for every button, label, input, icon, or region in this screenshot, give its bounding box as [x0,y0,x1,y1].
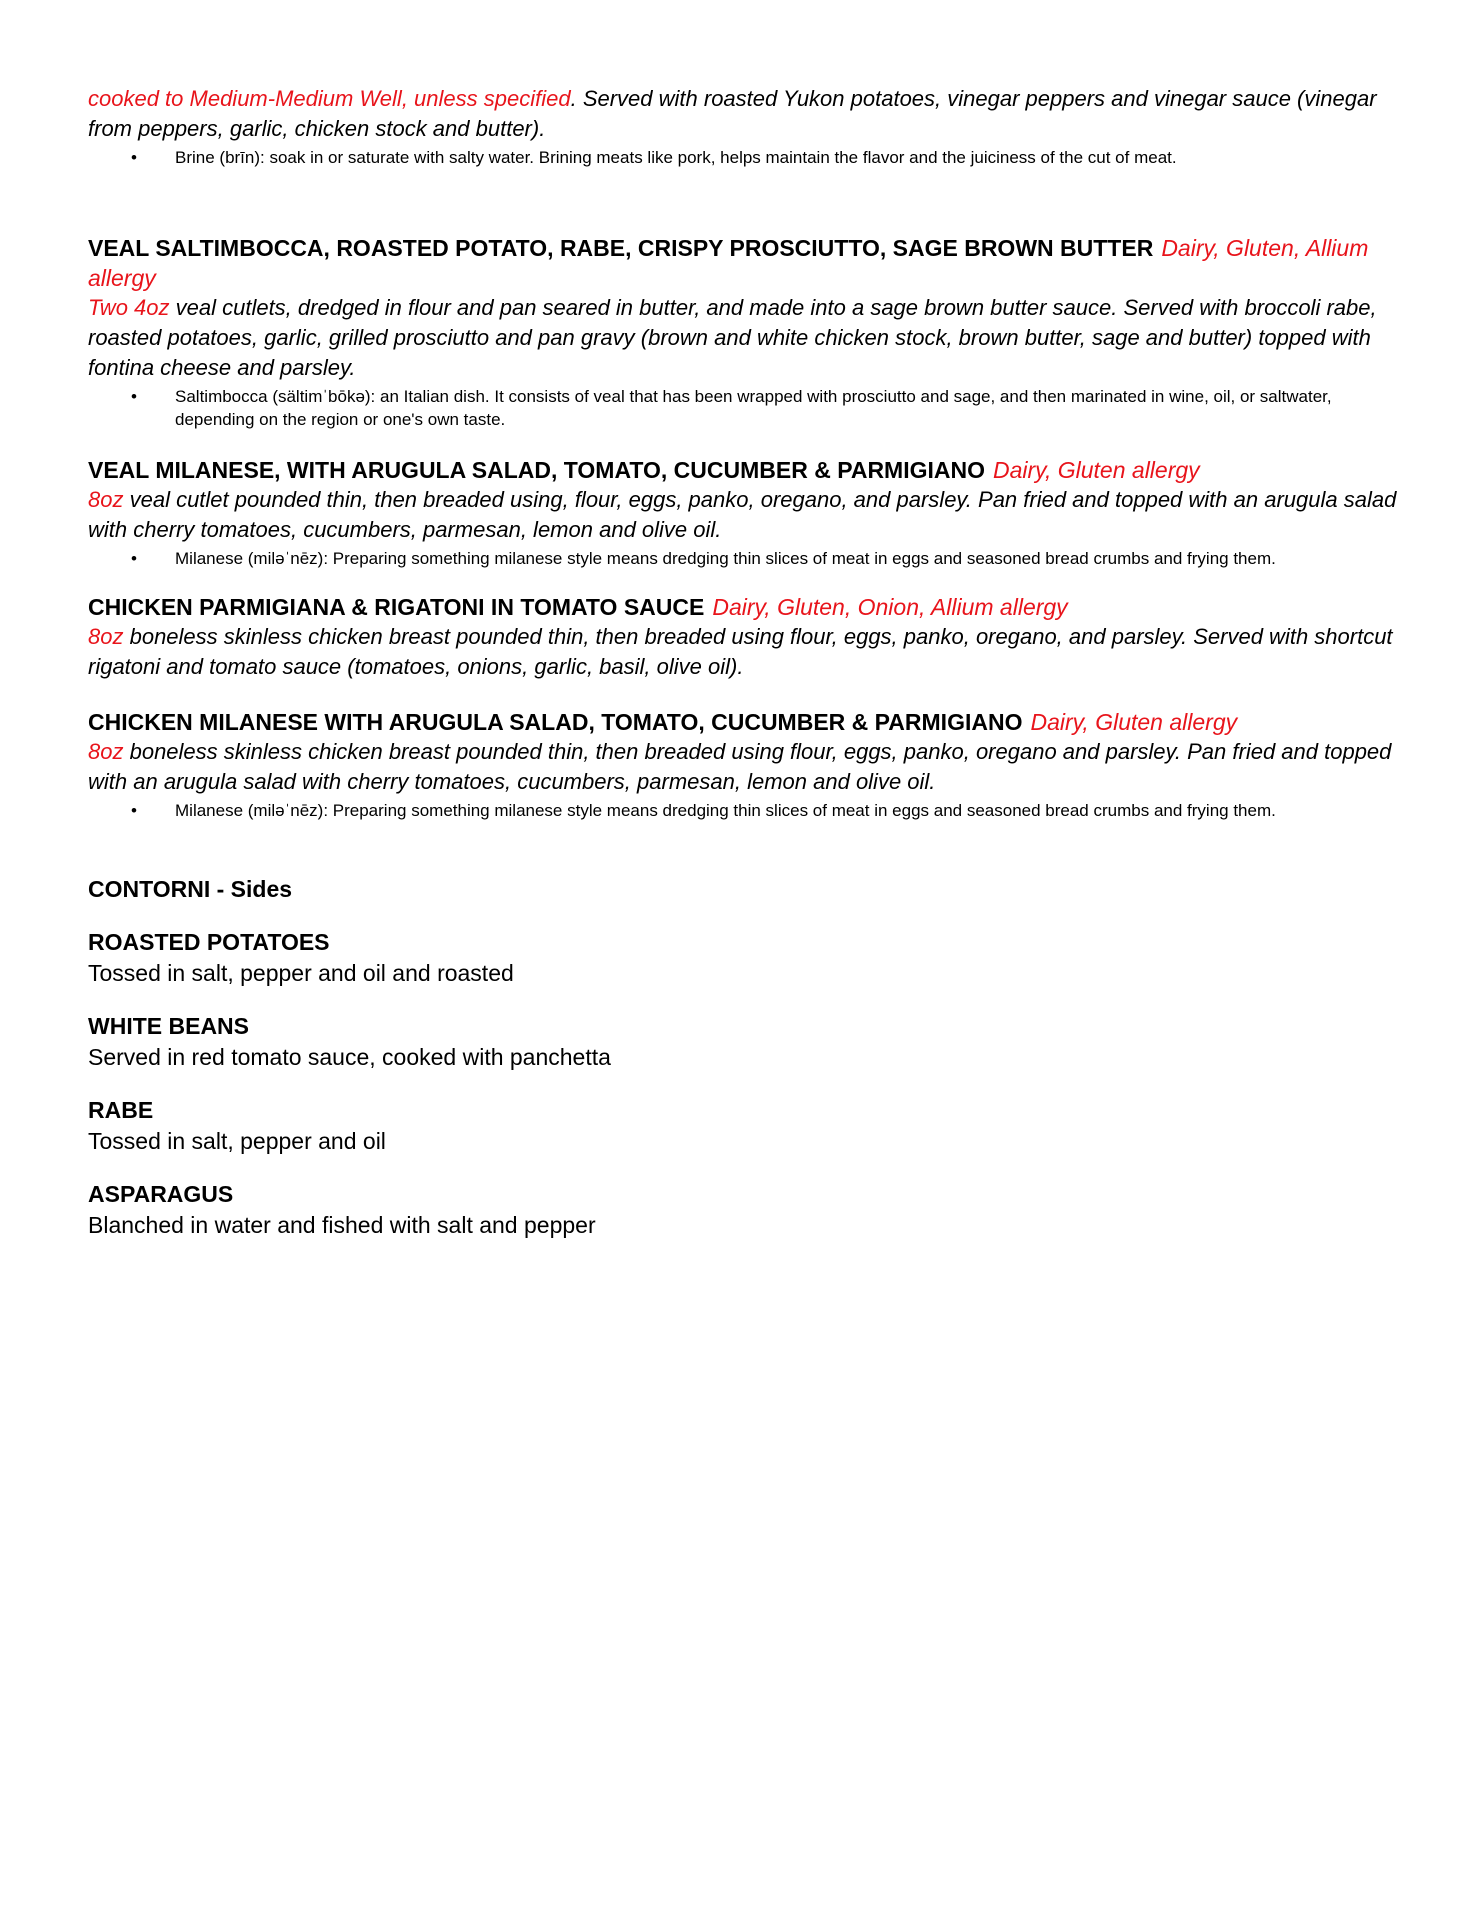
side-title: ROASTED POTATOES [88,929,330,955]
side-description: Tossed in salt, pepper and oil [88,1128,386,1154]
dish-description [88,737,1408,797]
intro-cooking-note: cooked to Medium-Medium Well, unless specified [88,86,571,111]
dish-title [88,455,1408,485]
dish-portion: 8oz [88,739,124,764]
dish-title-text: CHICKEN PARMIGIANA & RIGATONI IN TOMATO SAUCE [88,594,705,620]
intro-note [88,146,1408,169]
dish-description [88,485,1408,545]
sides-section [88,874,1408,1241]
dish-chicken-parmigiana [88,592,1408,682]
menu-page [88,84,1408,1241]
dish-title-text: VEAL MILANESE, WITH ARUGULA SALAD, TOMATO, CUCUMBER & PARMIGIANO [88,457,985,483]
dish-description-text: boneless skinless chicken breast pounded thin, then breaded using flour, eggs, panko, oregano and parsley. Pan fried and topped with an arugula salad with cherry tomatoes, cucumbers, parmesan, lemon and olive oil. [88,739,1392,794]
intro-text: . Served with roasted Yukon potatoes, vinegar peppers and vinegar sauce (vinegar from peppers, garlic, chicken stock and butter). [88,86,1377,141]
side-description: Tossed in salt, pepper and oil and roasted [88,960,514,986]
dish-title-text: VEAL SALTIMBOCCA, ROASTED POTATO, RABE, CRISPY PROSCIUTTO, SAGE BROWN BUTTER [88,235,1154,261]
dish-veal-saltimbocca [88,233,1408,431]
intro-note-text: Brine (brīn): soak in or saturate with salty water. Brining meats like pork, helps maintain the flavor and the juiciness of the cut of meat. [175,148,1177,167]
dish-allergy: Dairy, Gluten allergy [993,457,1200,483]
dish-note-text: Saltimbocca (sältimˈbōkə): an Italian dish. It consists of veal that has been wrapped with prosciutto and sage, and then marinated in wine, oil, or saltwater, depending on the region or one's own taste. [175,387,1332,429]
dish-note [88,547,1408,570]
dish-chicken-milanese [88,707,1408,822]
dish-note [88,799,1408,822]
bullet-icon: • [131,148,137,167]
bullet-icon: • [131,387,137,406]
dish-description-text: veal cutlet pounded thin, then breaded using, flour, eggs, panko, oregano, and parsley. Pan fried and topped with an arugula salad with cherry tomatoes, cucumbers, parmesan, lemon and olive oil. [88,487,1397,542]
dish-title [88,233,1408,293]
dish-portion: 8oz [88,487,124,512]
dish-veal-milanese [88,455,1408,570]
dish-note-text: Milanese (miləˈnēz): Preparing something milanese style means dredging thin slices of meat in eggs and seasoned bread crumbs and frying them. [175,549,1276,568]
side-title: ASPARAGUS [88,1181,234,1207]
side-item-rabe [88,1095,1408,1157]
dish-title-text: CHICKEN MILANESE WITH ARUGULA SALAD, TOMATO, CUCUMBER & PARMIGIANO [88,709,1023,735]
side-title: WHITE BEANS [88,1013,249,1039]
side-description: Blanched in water and fished with salt and pepper [88,1212,596,1238]
dish-note [88,385,1408,431]
dish-portion: Two 4oz [88,295,170,320]
dish-note-text: Milanese (miləˈnēz): Preparing something milanese style means dredging thin slices of meat in eggs and seasoned bread crumbs and frying them. [175,801,1276,820]
bullet-icon: • [131,801,137,820]
dish-allergy: Dairy, Gluten allergy [1030,709,1238,735]
side-title: RABE [88,1097,154,1123]
dish-allergy: Dairy, Gluten, Allium allergy [88,235,1369,291]
dish-portion: 8oz [88,624,124,649]
dish-title [88,707,1408,737]
dish-description-text: boneless skinless chicken breast pounded thin, then breaded using flour, eggs, panko, oregano, and parsley. Served with shortcut rigatoni and tomato sauce (tomatoes, onions, garlic, basil, olive oil). [88,624,1393,679]
side-item-roasted-potatoes [88,927,1408,989]
side-item-white-beans [88,1011,1408,1073]
sides-heading: CONTORNI - Sides [88,876,293,902]
side-description: Served in red tomato sauce, cooked with panchetta [88,1044,611,1070]
side-item-asparagus [88,1179,1408,1241]
dish-description [88,293,1408,383]
dish-allergy: Dairy, Gluten, Onion, Allium allergy [712,594,1068,620]
dish-title [88,592,1408,622]
intro-block [88,84,1408,169]
intro-description [88,84,1408,144]
bullet-icon: • [131,549,137,568]
dish-description [88,622,1408,682]
dish-description-text: veal cutlets, dredged in flour and pan seared in butter, and made into a sage brown butter sauce. Served with broccoli rabe, roasted potatoes, garlic, grilled prosciutto and pan gravy (brown and white chicken stock, brown butter, sage and butter) topped with fontina cheese and parsley. [88,295,1377,380]
